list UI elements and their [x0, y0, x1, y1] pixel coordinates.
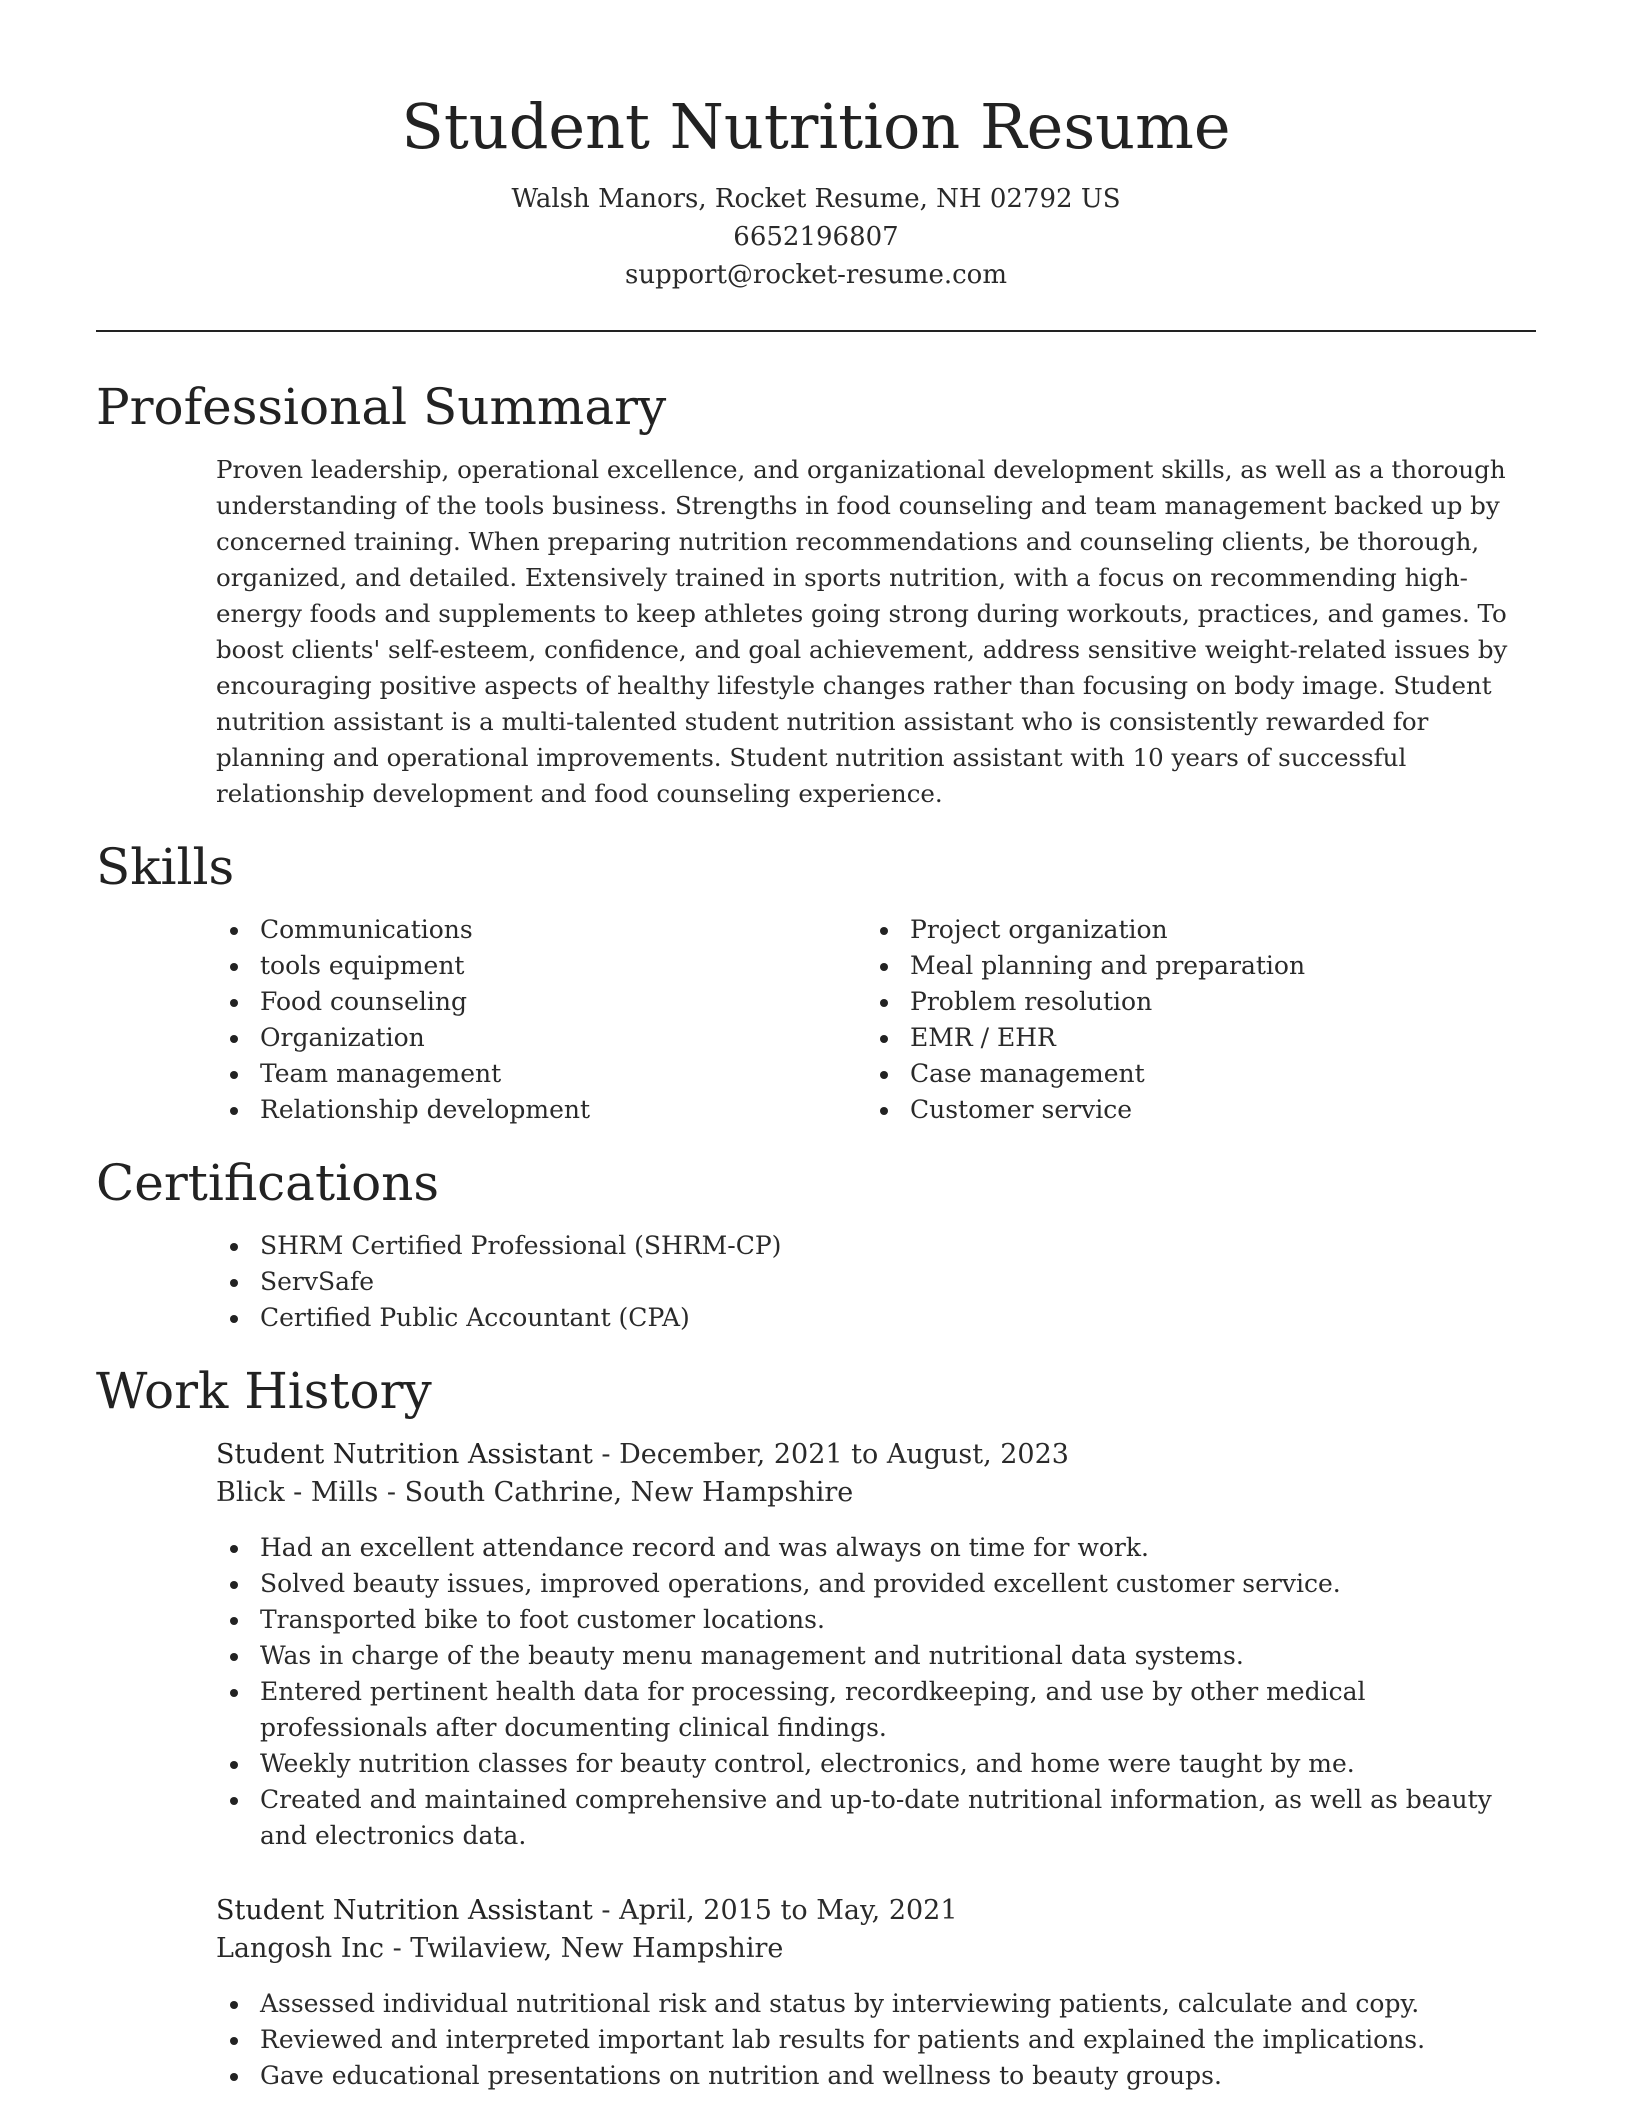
skill-item: EMR / EHR	[866, 1020, 1466, 1056]
job-bullets	[96, 1986, 1536, 2094]
job-entry	[216, 1436, 1536, 1854]
skill-item: Problem resolution	[866, 984, 1466, 1020]
job-company: Blick - Mills	[216, 1477, 379, 1508]
job-bullet: Reviewed and interpreted important lab results for patients and explained the implications.	[216, 2022, 1536, 2058]
job-date-separator: -	[601, 1895, 620, 1926]
job-title-line	[216, 1892, 1536, 1930]
job-bullet: Gave educational presentations on nutrition and wellness to beauty groups.	[216, 2058, 1536, 2094]
skill-item: Team management	[216, 1056, 866, 1092]
job-bullet: Was in charge of the beauty menu management and nutritional data systems.	[216, 1638, 1536, 1674]
skill-item: Relationship development	[216, 1092, 866, 1128]
work-history-heading: Work History	[96, 1362, 432, 1420]
job-location-separator: -	[386, 1477, 405, 1508]
job-bullet: Assessed individual nutritional risk and status by interviewing patients, calculate and copy.	[216, 1986, 1536, 2022]
skills-section	[96, 836, 1536, 1128]
skills-columns	[96, 912, 1536, 1128]
skill-item: Case management	[866, 1056, 1466, 1092]
skills-list-left	[216, 912, 866, 1128]
skills-heading: Skills	[96, 838, 235, 896]
job-date-separator: -	[601, 1439, 620, 1470]
certifications-heading: Certifications	[96, 1154, 440, 1212]
job-bullet: Transported bike to foot customer locations.	[216, 1602, 1536, 1638]
summary-text: Proven leadership, operational excellence, and organizational development skills, as well as a thorough understanding of the tools business. Strengths in food counseling and team management backed up by concerned training. When preparing nutrition recommendations and counseling clients, be thorough, organized, and detailed. Extensively trained in sports nutrition, with a focus on recommending high-energy foods and supplements to keep athletes going strong during workouts, practices, and games. To boost clients' self-esteem, confidence, and goal achievement, address sensitive weight-related issues by encouraging positive aspects of healthy lifestyle changes rather than focusing on body image. Student nutrition assistant is a multi-talented student nutrition assistant who is consistently rewarded for planning and operational improvements. Student nutrition assistant with 10 years of successful relationship development and food counseling experience.	[216, 455, 1508, 808]
resume-header	[96, 0, 1536, 294]
skill-item: Meal planning and preparation	[866, 948, 1466, 984]
job-company-line	[216, 1930, 1536, 1968]
contact-address: Walsh Manors, Rocket Resume, NH 02792 US	[511, 184, 1121, 214]
skill-item: Food counseling	[216, 984, 866, 1020]
skill-item: Communications	[216, 912, 866, 948]
job-dates: December, 2021 to August, 2023	[619, 1439, 1069, 1470]
skill-item: tools equipment	[216, 948, 866, 984]
skill-item: Organization	[216, 1020, 866, 1056]
resume-title: Student Nutrition Resume	[401, 90, 1231, 163]
resume-page	[96, 0, 1536, 2094]
work-history-section	[96, 1360, 1536, 2094]
job-bullet: Weekly nutrition classes for beauty control, electronics, and home were taught by me.	[216, 1746, 1536, 1782]
job-location: South Cathrine, New Hampshire	[404, 1477, 854, 1508]
summary-heading: Professional Summary	[96, 378, 667, 436]
header-divider	[96, 330, 1536, 332]
certifications-list	[216, 1228, 1536, 1336]
job-bullet: Created and maintained comprehensive and up-to-date nutritional information, as well as beauty and electronics data.	[216, 1782, 1536, 1854]
job-title-line	[216, 1436, 1536, 1474]
job-bullet: Entered pertinent health data for processing, recordkeeping, and use by other medical professionals after documenting clinical findings.	[216, 1674, 1536, 1746]
job-title: Student Nutrition Assistant	[216, 1439, 593, 1470]
skill-item: Project organization	[866, 912, 1466, 948]
contact-info	[96, 180, 1536, 294]
job-location-separator: -	[392, 1933, 411, 1964]
job-dates: April, 2015 to May, 2021	[619, 1895, 958, 1926]
certification-item: ServSafe	[216, 1264, 1536, 1300]
skill-item: Customer service	[866, 1092, 1466, 1128]
job-company: Langosh Inc	[216, 1933, 384, 1964]
job-location: Twilaview, New Hampshire	[410, 1933, 784, 1964]
certification-item: Certified Public Accountant (CPA)	[216, 1300, 1536, 1336]
contact-email: support@rocket-resume.com	[624, 260, 1007, 290]
certification-item: SHRM Certified Professional (SHRM-CP)	[216, 1228, 1536, 1264]
job-title: Student Nutrition Assistant	[216, 1895, 593, 1926]
skills-list-right	[866, 912, 1466, 1128]
job-company-line	[216, 1474, 1536, 1512]
job-entry	[216, 1892, 1536, 2094]
certifications-section	[96, 1152, 1536, 1336]
summary-section	[96, 376, 1536, 812]
job-bullet: Had an excellent attendance record and was always on time for work.	[216, 1530, 1536, 1566]
job-bullet: Solved beauty issues, improved operations, and provided excellent customer service.	[216, 1566, 1536, 1602]
contact-phone: 6652196807	[733, 222, 899, 252]
job-bullets	[96, 1530, 1536, 1854]
